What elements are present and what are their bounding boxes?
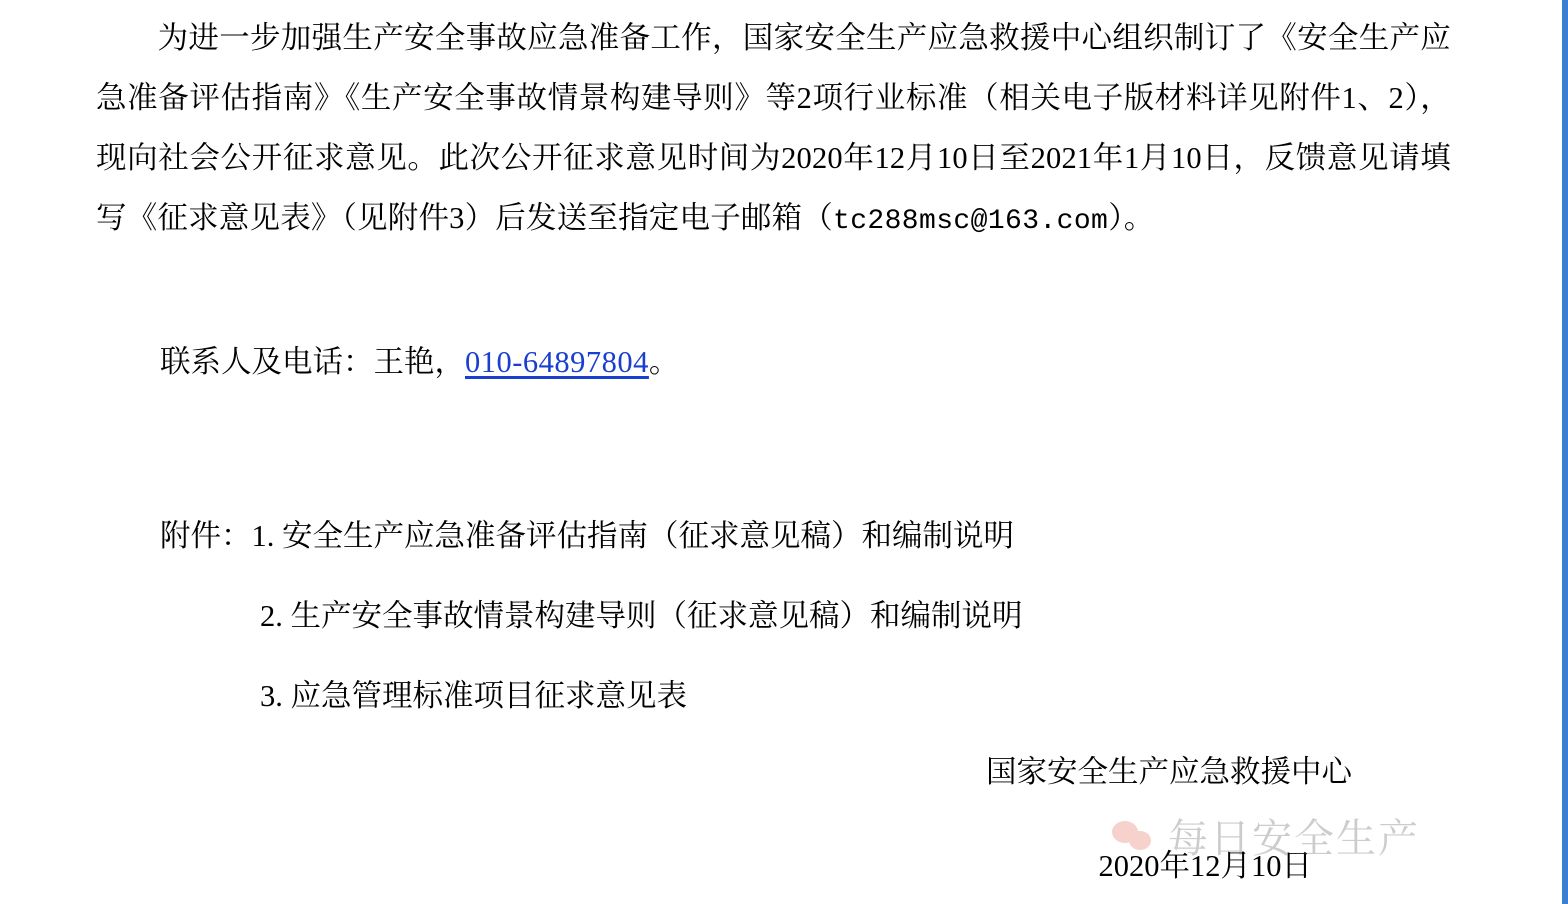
- attachment-item-3: [160, 656, 1360, 736]
- attachment-title-1: 安全生产应急准备评估指南（征求意见稿）和编制说明: [282, 519, 1014, 553]
- contact-phone-link[interactable]: 010-64897804: [465, 345, 649, 379]
- paragraph-text-after-email: ）。: [1108, 201, 1155, 235]
- attachment-title-2: 生产安全事故情景构建导则（征求意见稿）和编制说明: [290, 599, 1023, 633]
- attachment-number-1: 1.: [251, 519, 275, 553]
- attachment-list: [160, 496, 1360, 736]
- attachment-number-3: 3.: [260, 679, 283, 713]
- watermark-text: 每日安全生产: [1168, 816, 1420, 861]
- paragraph-indent: [96, 21, 158, 55]
- page-edge-rule: [1562, 0, 1568, 904]
- contact-label: 联系人及电话：王艳，: [160, 345, 465, 379]
- attachment-list-label: 附件：: [160, 519, 252, 553]
- attachment-number-2: 2.: [260, 599, 283, 633]
- attachment-item-2: [160, 576, 1360, 656]
- signature-date: 2020年12月10日: [1098, 849, 1312, 883]
- attachment-item-1: [160, 496, 1360, 576]
- paragraph-text: 为进一步加强生产安全事故应急准备工作，国家安全生产应急救援中心组织制订了《安全生产应急准备评估指南》《生产安全事故情景构建导则》等2项行业标准（相关电子版材料详见附件1、2），现向社会公开征求意见。此次公开征求意见时间为2020年12月10日至2021年1月10日，反馈意见请填写《征求意见表》（见附件3）后发送至指定电子邮箱（: [96, 21, 1451, 235]
- contact-suffix: 。: [648, 345, 680, 379]
- contact-email: tc288msc@163.com: [833, 206, 1109, 237]
- attachment-title-3: 应急管理标准项目征求意见表: [290, 679, 687, 713]
- contact-line: [160, 334, 679, 390]
- signature-organization: 国家安全生产应急救援中心: [986, 755, 1352, 789]
- body-paragraph: [96, 8, 1451, 252]
